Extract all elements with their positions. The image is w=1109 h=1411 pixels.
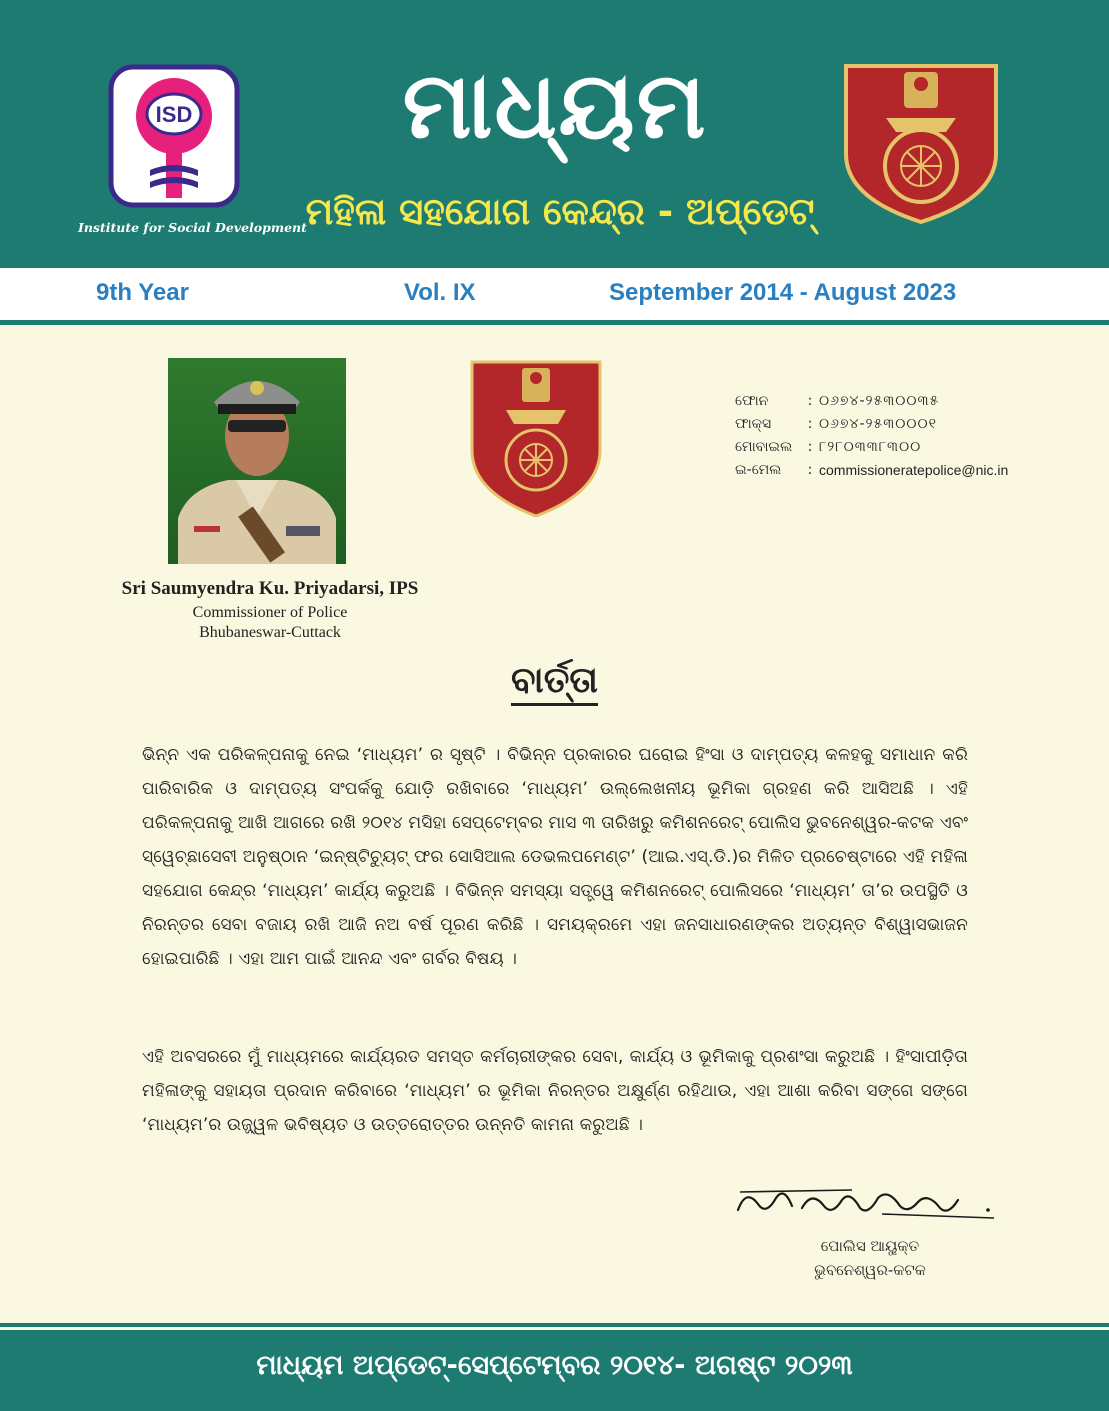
signatory-location: ଭୁବନେଶ୍ୱର-କଟକ xyxy=(814,1261,926,1279)
contact-separator: : xyxy=(807,439,813,455)
contact-label: ଫାକ୍ସ xyxy=(735,416,772,432)
contact-separator: : xyxy=(807,416,813,432)
portrait-image xyxy=(168,358,346,564)
contact-email-link[interactable]: commissioneratepolice@nic.in xyxy=(819,462,1009,478)
signatory-block xyxy=(770,1234,970,1282)
state-emblem-icon xyxy=(522,368,550,402)
commissioner-photo xyxy=(168,358,346,564)
contact-value: ୮୨୮୦୩୩୮୩୦୦ xyxy=(819,439,922,455)
footer-text: ମାଧ୍ୟମ ଅପ୍‌ଡେଟ୍-ସେପ୍ଟେମ୍ବର ୨୦୧୪- ଅଗଷ୍ଟ ୨୦୨୩ xyxy=(256,1350,853,1381)
footer-banner xyxy=(0,1330,1109,1411)
footer-rule xyxy=(0,1323,1109,1327)
signatory-designation: ପୋଲିସ ଆୟୁକ୍ତ xyxy=(820,1237,920,1255)
contact-mobile xyxy=(735,436,1075,459)
header-banner xyxy=(0,0,1109,268)
message-heading-text: ବାର୍ତ୍ତା xyxy=(511,660,598,706)
message-paragraph-1: ଭିନ୍ନ ଏକ ପରିକଳ୍ପନାକୁ ନେଇ ‘ମାଧ୍ୟମ’ ର ସୃଷ୍ଟି । ବିଭିନ୍ନ ପ୍ରକାରର ଘରୋଇ ହିଂସା ଓ ଦାମ୍ପତ୍ୟ କଳହକୁ ସମାଧାନ କରି ପାରିବାରିକ ଓ ଦାମ୍ପତ୍ୟ ସଂପର୍କକୁ ଯୋଡ଼ି ରଖିବାରେ ‘ମାଧ୍ୟମ’ ଉଲ୍ଲେଖନୀୟ ଭୂମିକା ଗ୍ରହଣ କରି ଆସିଅଛି । ଏହି ପରିକଳ୍ପନାକୁ ଆଖି ଆଗରେ ରଖି ୨୦୧୪ ମସିହା ସେପ୍ଟେମ୍ବର ମାସ ୩ ତାରିଖରୁ କମିଶନରେଟ୍ ପୋଲିସ ଭୁବନେଶ୍ୱର-କଟକ ଏବଂ ସ୍ୱେଚ୍ଛାସେବୀ ଅନୁଷ୍ଠାନ ‘ଇନ୍‌ଷ୍ଟିଚ୍ୟୁଟ୍ ଫର ସୋସିଆଲ ଡେଭଲପମେଣ୍ଟ’ (ଆଇ.ଏସ୍.ଡି.)ର ମିଳିତ ପ୍ରଚେଷ୍ଟାରେ ଏହି ମହିଳା ସହଯୋଗ କେନ୍ଦ୍ର ‘ମାଧ୍ୟମ’ କାର୍ଯ୍ୟ କରୁଅଛି । ବିଭିନ୍ନ ସମସ୍ୟା ସତ୍ତ୍ୱେ କମିଶନରେଟ୍ ପୋଲିସରେ ‘ମାଧ୍ୟମ’ ତା’ର ଉପସ୍ଥିତି ଓ ନିରନ୍ତର ସେବା ବଜାୟ ରଖି ଆଜି ନଅ ବର୍ଷ ପୂରଣ କରିଛି । ସମୟକ୍ରମେ ଏହା ଜନସାଧାରଣଙ୍କର ଅତ୍ୟନ୍ତ ବିଶ୍ୱାସଭାଜନ ହୋଇପାରିଛି । ଏହା ଆମ ପାଇଁ ଆନନ୍ଦ ଏବଂ ଗର୍ବର ବିଷୟ । xyxy=(142,745,968,969)
issue-period: September 2014 - August 2023 xyxy=(609,279,957,306)
message-paragraph-2: ଏହି ଅବସରରେ ମୁଁ ମାଧ୍ୟମରେ କାର୍ଯ୍ୟରତ ସମସ୍ତ କର୍ମଚାରୀଙ୍କର ସେବା, କାର୍ଯ୍ୟ ଓ ଭୂମିକାକୁ ପ୍ରଶଂସା କରୁଅଛି । ହିଂସାପୀଡ଼ିତା ମହିଳାଙ୍କୁ ସହାୟତା ପ୍ରଦାନ କରିବାରେ ‘ମାଧ୍ୟମ’ ର ଭୂମିକା ନିରନ୍ତର ଅକ୍ଷୁର୍ଣ୍ଣ ରହିଥାଉ, ଏହା ଆଶା କରିବା ସଙ୍ଗେ ସଙ୍ଗେ ‘ମାଧ୍ୟମ’ର ଉଜ୍ଜ୍ୱଳ ଭବିଷ୍ୟତ ଓ ଉତ୍ତରୋତ୍ତର ଉନ୍ନତି କାମନା କରୁଅଛି । xyxy=(142,1047,968,1135)
issue-volume: Vol. IX xyxy=(404,279,476,306)
isd-tagline: Institute for Social Development xyxy=(78,220,307,235)
contact-label: ଫୋନ xyxy=(735,393,769,409)
isd-logo-icon xyxy=(108,64,240,208)
commissioner-designation: Commissioner of Police xyxy=(192,604,348,621)
commissioner-caption xyxy=(60,575,480,643)
contact-value: ୦୬୭୪-୨୫୩୦୦୩୫ xyxy=(819,393,940,409)
contact-value: ୦୬୭୪-୨୫୩୦୦୦୧ xyxy=(819,416,937,432)
contact-fax xyxy=(735,413,1075,436)
message-heading xyxy=(0,660,1109,702)
issue-year: 9th Year xyxy=(96,279,189,306)
isd-logo-text: ISD xyxy=(155,102,193,127)
masthead-title: ମାଧ୍ୟମ xyxy=(402,52,708,159)
signature-image xyxy=(732,1180,1002,1226)
dharma-chakra-icon xyxy=(901,146,941,186)
contact-separator: : xyxy=(807,462,813,478)
contact-label: ଇ-ମେଲ xyxy=(735,462,782,478)
issue-info-strip xyxy=(0,268,1109,325)
contact-separator: : xyxy=(807,393,813,409)
commissioner-name: Sri Saumyendra Ku. Priyadarsi, IPS xyxy=(121,578,419,599)
contact-details xyxy=(735,390,1075,482)
contact-phone xyxy=(735,390,1075,413)
contact-email xyxy=(735,459,1075,482)
masthead-subtitle: ମହିଳା ସହଯୋଗ କେନ୍ଦ୍ର - ଅପ୍‌ଡେଟ୍ xyxy=(305,190,815,233)
commissioner-location: Bhubaneswar-Cuttack xyxy=(199,624,341,641)
commissionerate-crest-icon xyxy=(466,356,606,520)
contact-label: ମୋବାଇଲ xyxy=(735,439,793,455)
police-crest-icon xyxy=(836,58,1006,226)
